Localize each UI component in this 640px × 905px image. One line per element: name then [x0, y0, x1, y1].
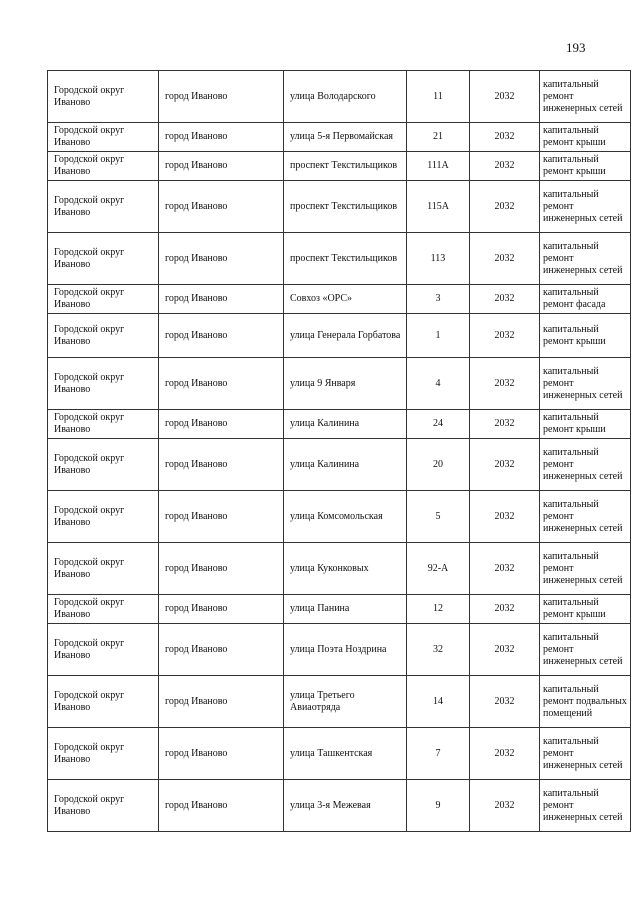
table-row	[48, 728, 631, 780]
year-cell: 2032	[470, 780, 540, 832]
city-cell: город Иваново	[159, 152, 284, 181]
table-row	[48, 780, 631, 832]
house-number-cell: 1	[407, 314, 470, 358]
year-cell: 2032	[470, 624, 540, 676]
street-cell: улица Калинина	[284, 410, 407, 439]
street-cell: улица Генерала Горбатова	[284, 314, 407, 358]
city-cell: город Иваново	[159, 595, 284, 624]
municipal-area-cell: Городской округ Иваново	[48, 358, 159, 410]
street-cell: улица 3-я Межевая	[284, 780, 407, 832]
year-cell: 2032	[470, 439, 540, 491]
year-cell: 2032	[470, 314, 540, 358]
city-cell: город Иваново	[159, 285, 284, 314]
house-number-cell: 20	[407, 439, 470, 491]
work-type-cell: капитальный ремонт крыши	[540, 595, 631, 624]
municipal-area-cell: Городской округ Иваново	[48, 595, 159, 624]
work-type-cell: капитальный ремонт инженерных сетей	[540, 491, 631, 543]
house-number-cell: 14	[407, 676, 470, 728]
street-cell: улица Калинина	[284, 439, 407, 491]
year-cell: 2032	[470, 543, 540, 595]
year-cell: 2032	[470, 728, 540, 780]
city-cell: город Иваново	[159, 233, 284, 285]
year-cell: 2032	[470, 123, 540, 152]
municipal-area-cell: Городской округ Иваново	[48, 780, 159, 832]
house-number-cell: 111А	[407, 152, 470, 181]
street-cell: улица Комсомольская	[284, 491, 407, 543]
table-row	[48, 71, 631, 123]
house-number-cell: 3	[407, 285, 470, 314]
municipal-area-cell: Городской округ Иваново	[48, 543, 159, 595]
city-cell: город Иваново	[159, 780, 284, 832]
table-row	[48, 233, 631, 285]
house-number-cell: 9	[407, 780, 470, 832]
work-type-cell: капитальный ремонт крыши	[540, 152, 631, 181]
street-cell: улица Володарского	[284, 71, 407, 123]
year-cell: 2032	[470, 595, 540, 624]
year-cell: 2032	[470, 491, 540, 543]
work-type-cell: капитальный ремонт инженерных сетей	[540, 780, 631, 832]
work-type-cell: капитальный ремонт инженерных сетей	[540, 181, 631, 233]
municipal-area-cell: Городской округ Иваново	[48, 676, 159, 728]
city-cell: город Иваново	[159, 123, 284, 152]
work-type-cell: капитальный ремонт крыши	[540, 410, 631, 439]
work-type-cell: капитальный ремонт инженерных сетей	[540, 439, 631, 491]
work-type-cell: капитальный ремонт крыши	[540, 123, 631, 152]
table-row	[48, 152, 631, 181]
city-cell: город Иваново	[159, 314, 284, 358]
table-row	[48, 123, 631, 152]
year-cell: 2032	[470, 358, 540, 410]
street-cell: Совхоз «ОРС»	[284, 285, 407, 314]
table-row	[48, 410, 631, 439]
work-type-cell: капитальный ремонт инженерных сетей	[540, 543, 631, 595]
street-cell: улица 5-я Первомайская	[284, 123, 407, 152]
street-cell: проспект Текстильщиков	[284, 181, 407, 233]
house-number-cell: 113	[407, 233, 470, 285]
house-number-cell: 115А	[407, 181, 470, 233]
table-row	[48, 314, 631, 358]
city-cell: город Иваново	[159, 543, 284, 595]
municipal-area-cell: Городской округ Иваново	[48, 233, 159, 285]
table-row	[48, 624, 631, 676]
city-cell: город Иваново	[159, 410, 284, 439]
table-row	[48, 676, 631, 728]
municipal-area-cell: Городской округ Иваново	[48, 491, 159, 543]
municipal-area-cell: Городской округ Иваново	[48, 728, 159, 780]
table-row	[48, 285, 631, 314]
house-number-cell: 32	[407, 624, 470, 676]
year-cell: 2032	[470, 152, 540, 181]
municipal-area-cell: Городской округ Иваново	[48, 410, 159, 439]
municipal-area-cell: Городской округ Иваново	[48, 123, 159, 152]
street-cell: улица Третьего Авиаотряда	[284, 676, 407, 728]
house-number-cell: 11	[407, 71, 470, 123]
house-number-cell: 21	[407, 123, 470, 152]
house-number-cell: 4	[407, 358, 470, 410]
municipal-area-cell: Городской округ Иваново	[48, 439, 159, 491]
city-cell: город Иваново	[159, 624, 284, 676]
table-row	[48, 595, 631, 624]
house-number-cell: 7	[407, 728, 470, 780]
table-row	[48, 491, 631, 543]
city-cell: город Иваново	[159, 439, 284, 491]
year-cell: 2032	[470, 181, 540, 233]
work-type-cell: капитальный ремонт фасада	[540, 285, 631, 314]
work-type-cell: капитальный ремонт инженерных сетей	[540, 71, 631, 123]
table-row	[48, 543, 631, 595]
city-cell: город Иваново	[159, 181, 284, 233]
work-type-cell: капитальный ремонт инженерных сетей	[540, 728, 631, 780]
city-cell: город Иваново	[159, 71, 284, 123]
municipal-area-cell: Городской округ Иваново	[48, 181, 159, 233]
year-cell: 2032	[470, 233, 540, 285]
city-cell: город Иваново	[159, 491, 284, 543]
street-cell: проспект Текстильщиков	[284, 233, 407, 285]
city-cell: город Иваново	[159, 358, 284, 410]
repair-schedule-table	[47, 70, 631, 832]
house-number-cell: 24	[407, 410, 470, 439]
municipal-area-cell: Городской округ Иваново	[48, 71, 159, 123]
street-cell: улица 9 Января	[284, 358, 407, 410]
municipal-area-cell: Городской округ Иваново	[48, 624, 159, 676]
street-cell: улица Ташкентская	[284, 728, 407, 780]
municipal-area-cell: Городской округ Иваново	[48, 314, 159, 358]
street-cell: проспект Текстильщиков	[284, 152, 407, 181]
table-row	[48, 181, 631, 233]
house-number-cell: 5	[407, 491, 470, 543]
work-type-cell: капитальный ремонт инженерных сетей	[540, 624, 631, 676]
work-type-cell: капитальный ремонт подвальных помещений	[540, 676, 631, 728]
year-cell: 2032	[470, 71, 540, 123]
street-cell: улица Панина	[284, 595, 407, 624]
street-cell: улица Куконковых	[284, 543, 407, 595]
year-cell: 2032	[470, 285, 540, 314]
house-number-cell: 92-А	[407, 543, 470, 595]
house-number-cell: 12	[407, 595, 470, 624]
page-number: 193	[566, 40, 586, 55]
city-cell: город Иваново	[159, 728, 284, 780]
city-cell: город Иваново	[159, 676, 284, 728]
year-cell: 2032	[470, 676, 540, 728]
municipal-area-cell: Городской округ Иваново	[48, 285, 159, 314]
table-row	[48, 358, 631, 410]
work-type-cell: капитальный ремонт инженерных сетей	[540, 358, 631, 410]
year-cell: 2032	[470, 410, 540, 439]
street-cell: улица Поэта Ноздрина	[284, 624, 407, 676]
table-row	[48, 439, 631, 491]
work-type-cell: капитальный ремонт инженерных сетей	[540, 233, 631, 285]
work-type-cell: капитальный ремонт крыши	[540, 314, 631, 358]
municipal-area-cell: Городской округ Иваново	[48, 152, 159, 181]
